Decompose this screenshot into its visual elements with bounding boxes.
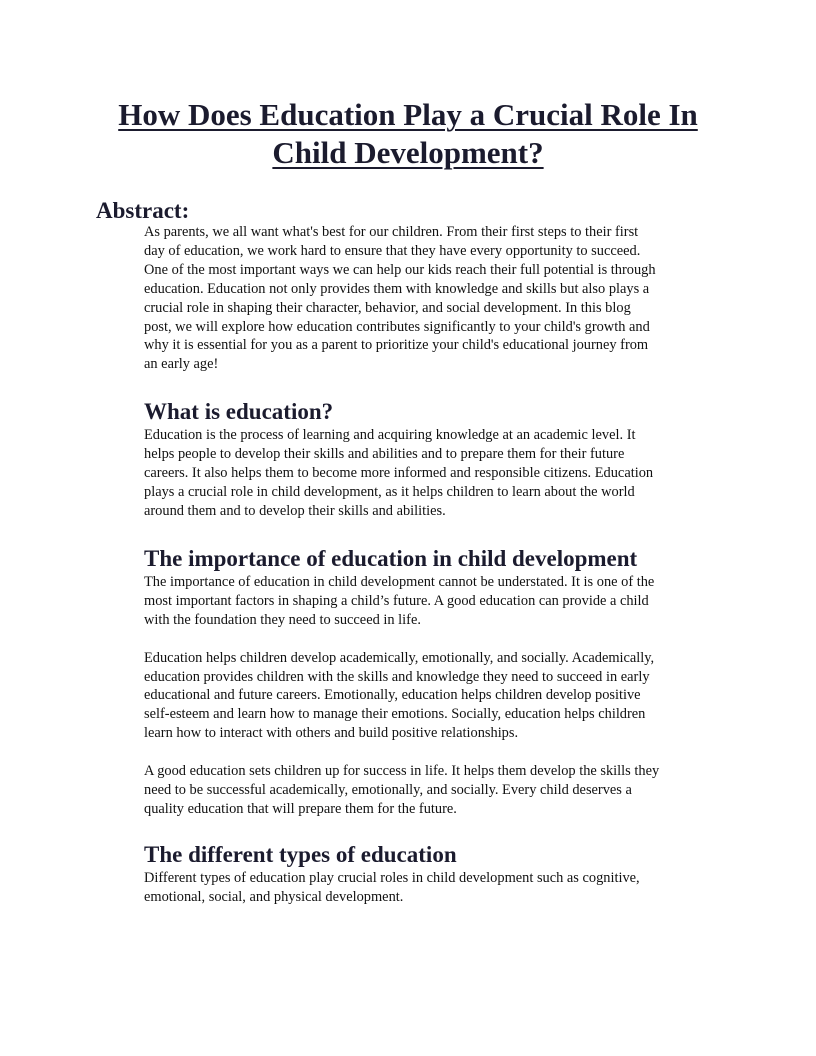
abstract-section [144, 223, 724, 374]
importance-section [144, 545, 724, 819]
text-line: helps people to develop their skills and abilities and to prepare them for their future [144, 445, 625, 462]
text-line: plays a crucial role in child development, as it helps children to learn about the world [144, 483, 635, 500]
text-line: an early age! [144, 356, 219, 373]
section-paragraph [144, 869, 724, 907]
text-line: most important factors in shaping a child’s future. A good education can provide a child [144, 592, 649, 609]
text-line: As parents, we all want what's best for our children. From their first steps to their first [144, 224, 639, 240]
section-heading: What is education? [144, 399, 334, 424]
title-line-1: How Does Education Play a Crucial Role In [118, 97, 698, 132]
text-line: crucial role in shaping their character, behavior, and social development. In this blog [144, 299, 631, 316]
text-line: One of the most important ways we can help our kids reach their full potential is through [144, 261, 656, 278]
text-line: with the foundation they need to succeed in life. [144, 611, 421, 628]
section-paragraph [144, 649, 724, 744]
text-line: Different types of education play crucial roles in child development such as cognitive, [144, 870, 640, 886]
text-line: day of education, we work hard to ensure that they have every opportunity to succeed. [144, 242, 641, 259]
text-line: learn how to interact with others and build positive relationships. [144, 725, 519, 742]
abstract-paragraph [144, 223, 724, 374]
section-heading: The importance of education in child development [144, 546, 638, 571]
text-line: emotional, social, and physical development. [144, 888, 404, 905]
text-line: need to be successful academically, emotionally, and socially. Every child deserves a [144, 781, 632, 798]
text-line: education. Education not only provides them with knowledge and skills but also plays a [144, 280, 650, 297]
text-line: A good education sets children up for success in life. It helps them develop the skills they [144, 763, 660, 780]
text-line: education provides children with the skills and knowledge they need to succeed in early [144, 668, 650, 685]
text-line: around them and to develop their skills and abilities. [144, 502, 446, 519]
section-paragraph [144, 573, 724, 630]
text-line: quality education that will prepare them for the future. [144, 800, 457, 817]
text-line: Education helps children develop academically, emotionally, and socially. Academically, [144, 649, 655, 666]
text-line: self-esteem and learn how to manage their emotions. Socially, education helps children [144, 706, 646, 723]
text-line: post, we will explore how education contributes significantly to your child's growth and [144, 318, 650, 335]
section-paragraph [144, 426, 724, 521]
section-heading: The different types of education [144, 842, 457, 867]
text-line: careers. It also helps them to become more informed and responsible citizens. Education [144, 464, 654, 481]
text-line: why it is essential for you as a parent to prioritize your child's educational journey from [144, 337, 649, 354]
what-is-education-section [144, 398, 724, 521]
title-line-2: Child Development? [272, 135, 544, 170]
abstract-heading: Abstract: [96, 198, 190, 223]
text-line: educational and future careers. Emotionally, education helps children develop positive [144, 687, 641, 704]
text-line: Education is the process of learning and acquiring knowledge at an academic level. It [144, 427, 636, 443]
section-paragraph [144, 762, 724, 819]
text-line: The importance of education in child development cannot be understated. It is one of the [144, 574, 655, 590]
types-section [144, 841, 724, 907]
page-title [96, 96, 720, 172]
